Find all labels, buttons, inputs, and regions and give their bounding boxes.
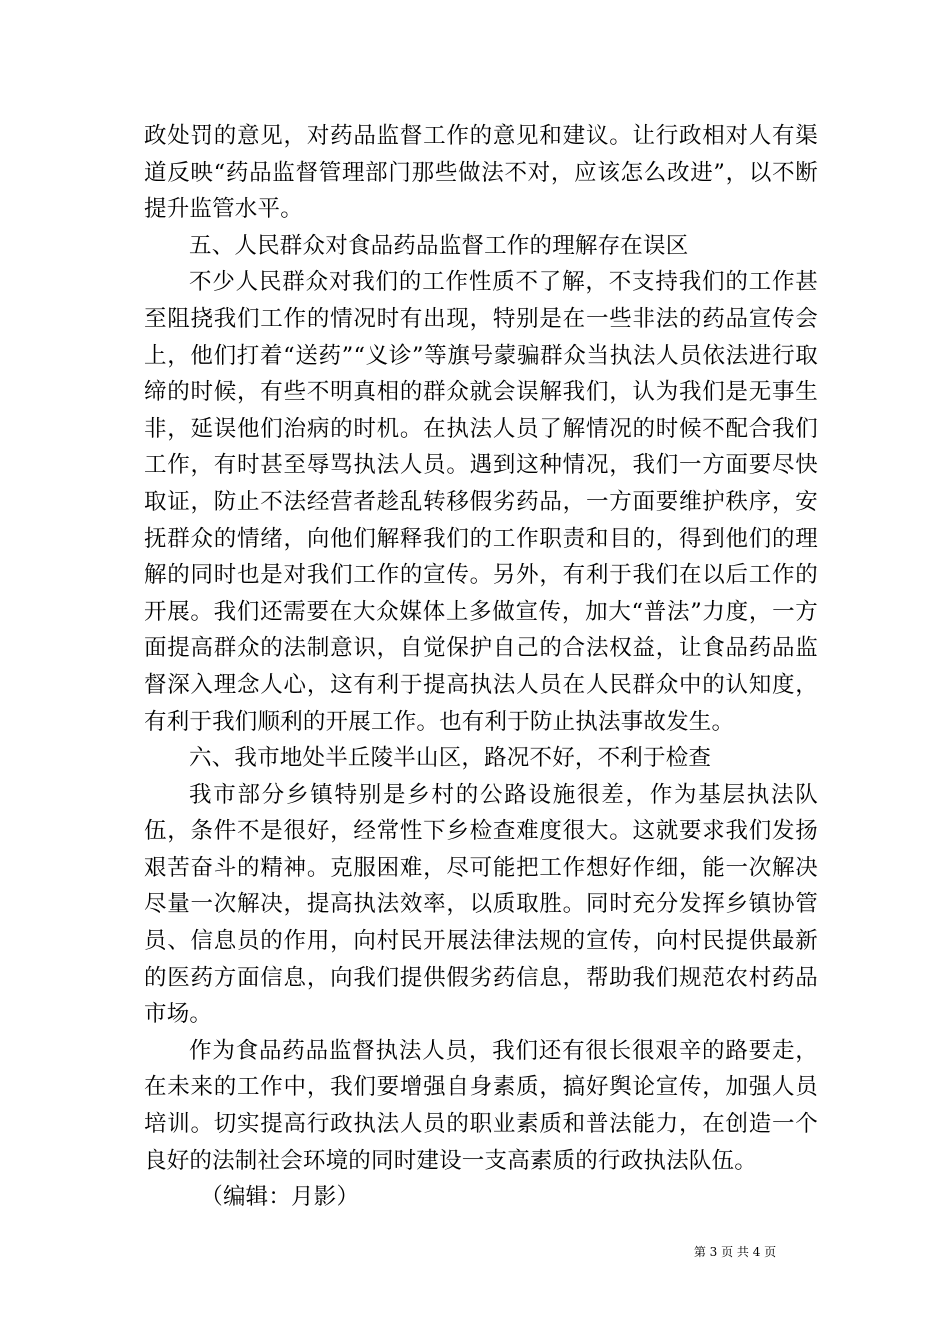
section-heading-6: 六、我市地处半丘陵半山区，路况不好，不利于检查 [189, 745, 712, 772]
paragraph-road-conditions: 我市部分乡镇特别是乡村的公路设施很差，作为基层执法队伍，条件不是很好，经常性下乡检查难度很大。这就要求我们发扬艰苦奋斗的精神。克服困难，尽可能把工作想好作细，能一次解决尽量一次解决，提高执法效率，以质取胜。同时充分发挥乡镇协管员、信息员的作用，向村民开展法律法规的宣传，向村民提供最新的医药方面信息，向我们提供假劣药信息，帮助我们规范农村药品市场。 [144, 781, 818, 1028]
document-body [144, 118, 818, 1216]
page-number: 第 3 页 共 4 页 [693, 1245, 777, 1259]
paragraph-continued: 政处罚的意见，对药品监督工作的意见和建议。让行政相对人有渠道反映“药品监督管理部门那些做法不对，应该怎么改进”，以不断提升监管水平。 [144, 123, 818, 223]
paragraph-conclusion: 作为食品药品监督执法人员，我们还有很长很艰辛的路要走，在未来的工作中，我们要增强自身素质，搞好舆论宣传，加强人员培训。切实提高行政执法人员的职业素质和普法能力，在创造一个良好的法制社会环境的同时建设一支高素质的行政执法队伍。 [144, 1037, 818, 1174]
editor-note: （编辑：月影） [200, 1184, 360, 1211]
section-heading-5: 五、人民群众对食品药品监督工作的理解存在误区 [189, 232, 689, 259]
paragraph-public-misunderstanding: 不少人民群众对我们的工作性质不了解，不支持我们的工作甚至阻挠我们工作的情况时有出现，特别是在一些非法的药品宣传会上，他们打着“送药”“义诊”等旗号蒙骗群众当执法人员依法进行取缔的时候，有些不明真相的群众就会误解我们，认为我们是无事生非，延误他们治病的时机。在执法人员了解情况的时候不配合我们工作，有时甚至辱骂执法人员。遇到这种情况，我们一方面要尽快取证，防止不法经营者趁乱转移假劣药品，一方面要维护秩序，安抚群众的情绪，向他们解释我们的工作职责和目的，得到他们的理解的同时也是对我们工作的宣传。另外，有利于我们在以后工作的开展。我们还需要在大众媒体上多做宣传，加大“普法”力度，一方面提高群众的法制意识，自觉保护自己的合法权益，让食品药品监督深入理念人心，这有利于提高执法人员在人民群众中的认知度，有利于我们顺利的开展工作。也有利于防止执法事故发生。 [144, 269, 818, 735]
